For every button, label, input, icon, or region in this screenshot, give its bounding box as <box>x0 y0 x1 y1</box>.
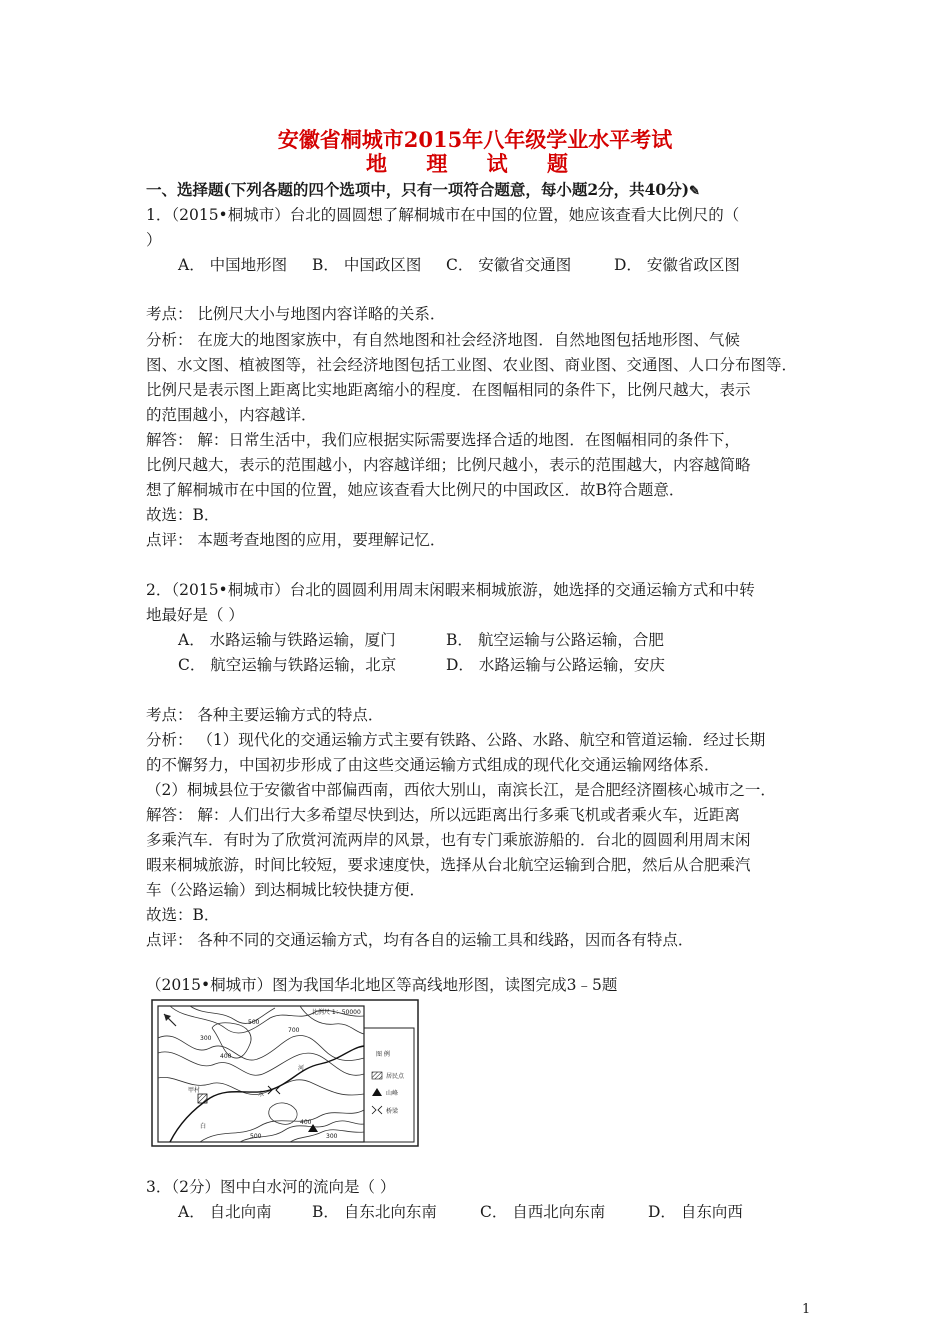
q2-dianping: 点评： 各种不同的交通运输方式，均有各自的运输工具和线路，因而各有特点． <box>146 931 694 949</box>
exam-title: 安徽省桐城市2015年八年级学业水平考试 <box>277 127 673 152</box>
q1-dianping: 点评： 本题考查地图的应用，要理解记忆． <box>146 531 446 549</box>
q1-answer: 故选：B． <box>146 506 220 524</box>
river-label-char: 河 <box>298 1065 305 1072</box>
q2-option-c: C． 航空运输与铁路运输，北京 <box>178 656 397 674</box>
q2-fenxi-line: 分析： （1）现代化的交通运输方式主要有铁路、公路、水路、航空和管道运输．经过长期 <box>146 731 766 749</box>
page-number: 1 <box>802 1302 811 1317</box>
legend-bridge-label: 桥梁 <box>386 1108 399 1115</box>
q3-option-c: C． 自西北向东南 <box>480 1203 606 1221</box>
q1-option-c: C． 安徽省交通图 <box>446 256 572 274</box>
q2-jieda-line: 解答： 解：人们出行大多希望尽快到达，所以远距离出行多乘飞机或者乘火车，近距离 <box>146 806 740 824</box>
q2-fenxi-line: 的不懈努力，中国初步形成了由这些交通运输方式组成的现代化交通运输网络体系． <box>146 756 720 774</box>
river-label-char: 白 <box>200 1123 207 1130</box>
q1-fenxi-line: 分析： 在庞大的地图家族中，有自然地图和社会经济地图．自然地图包括地形图、气候 <box>146 331 740 349</box>
exam-subtitle: 地 理 试 题 <box>366 151 584 176</box>
legend-village-label: 居民点 <box>386 1073 405 1080</box>
q2-option-b: B． 航空运输与公路运输，合肥 <box>446 631 664 649</box>
contour-value: 500 <box>248 1019 260 1026</box>
q2-option-a: A． 水路运输与铁路运输，厦门 <box>178 631 396 649</box>
q3-option-a: A． 自北向南 <box>178 1203 272 1221</box>
q2-answer: 故选：B． <box>146 906 220 924</box>
q1-jieda-line: 想了解桐城市在中国的位置，她应该查看大比例尺的中国政区．故B符合题意． <box>146 481 685 499</box>
q1-option-d: D． 安徽省政区图 <box>614 256 740 274</box>
legend-peak-label: 山峰 <box>386 1090 399 1097</box>
contour-value: 300 <box>200 1035 212 1042</box>
q1-stem-line2: ） <box>146 231 162 249</box>
q2-kaodian: 考点： 各种主要运输方式的特点． <box>146 706 384 724</box>
q1-option-b: B． 中国政区图 <box>312 256 422 274</box>
contour-value: 500 <box>250 1133 262 1140</box>
q1-fenxi-line: 的范围越小，内容越详． <box>146 406 317 424</box>
q2-stem-line1: 2．（2015•桐城市）台北的圆圆利用周末闲暇来桐城旅游，她选择的交通运输方式和中转 <box>146 581 755 599</box>
q2-stem-line2: 地最好是（ ） <box>146 606 244 624</box>
q3-option-b: B． 自东北向东南 <box>312 1203 437 1221</box>
river-label-char: 水 <box>258 1091 265 1098</box>
q1-fenxi-line: 图、水文图、植被图等，社会经济地图包括工业图、农业图、商业图、交通图、人口分布图等． <box>146 356 798 374</box>
q1-option-a: A． 中国地形图 <box>178 256 288 274</box>
pen-icon: ✎ <box>689 184 700 199</box>
q1-jieda-line: 比例尺越大，表示的范围越小，内容越详细；比例尺越小，表示的范围越大，内容越简略 <box>146 456 751 474</box>
village-marker <box>198 1094 207 1103</box>
q1-jieda-line: 解答： 解：日常生活中，我们应根据实际需要选择合适的地图．在图幅相同的条件下， <box>146 431 740 449</box>
legend-title: 图 例 <box>376 1051 390 1058</box>
q2-fenxi-line: （2）桐城县位于安徽省中部偏西南，西依大别山，南滨长江，是合肥经济圈核心城市之一． <box>146 781 776 799</box>
village-label: 甲村 <box>188 1087 201 1094</box>
map-scale-label: 比例尺 1：50000 <box>312 1009 361 1016</box>
contour-value: 400 <box>300 1119 312 1126</box>
q1-stem-line1: 1．（2015•桐城市）台北的圆圆想了解桐城市在中国的位置，她应该查看大比例尺的（ <box>146 206 740 224</box>
q3-option-d: D． 自东向西 <box>648 1203 743 1221</box>
q1-fenxi-line: 比例尺是表示图上距离比实地距离缩小的程度．在图幅相同的条件下，比例尺越大，表示 <box>146 381 751 399</box>
q2-jieda-line: 多乘汽车．有时为了欣赏河流两岸的风景，也有专门乘旅游船的．台北的圆圆利用周末闲 <box>146 831 751 849</box>
q2-jieda-line: 车（公路运输）到达桐城比较快捷方便． <box>146 881 426 899</box>
legend-village-symbol <box>372 1072 382 1079</box>
contour-value: 400 <box>220 1053 232 1060</box>
section-heading: 一、选择题(下列各题的四个选项中，只有一项符合题意，每小题2分，共40分)✎ <box>146 180 700 199</box>
q2-option-d: D． 水路运输与公路运输，安庆 <box>446 656 665 674</box>
group-intro: （2015•桐城市）图为我国华北地区等高线地形图，读图完成3﹣5题 <box>146 976 618 994</box>
q3-stem: 3．（2分）图中白水河的流向是（ ） <box>146 1178 396 1196</box>
contour-map <box>150 998 420 1148</box>
q1-kaodian: 考点： 比例尺大小与地图内容详略的关系． <box>146 305 446 323</box>
q2-jieda-line: 暇来桐城旅游，时间比较短，要求速度快，选择从台北航空运输到合肥，然后从合肥乘汽 <box>146 856 751 874</box>
contour-value: 300 <box>326 1133 338 1140</box>
contour-value: 700 <box>288 1027 300 1034</box>
